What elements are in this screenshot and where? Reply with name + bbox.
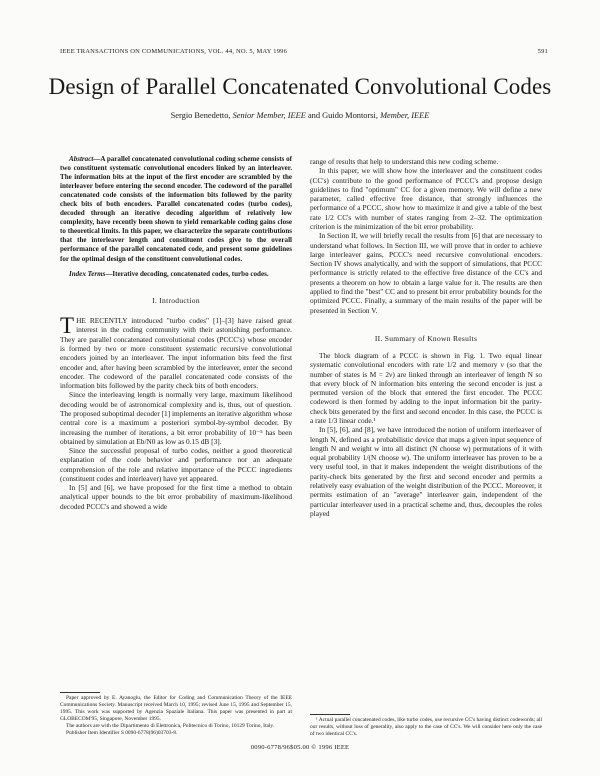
footnote-right [310,717,542,738]
author-2-role: Member, IEEE [380,111,430,120]
abstract-text: A parallel concatenated convolutional coding scheme consists of two constituent systematic convolutional encoders linked by an interleaver. The information bits at the input of the first encoder are scrambled by the interleaver before entering the second encoder. The codeword of the parallel concatenated code consists of the information bits followed by the parity check bits of both encoders. Parallel concatenated codes (turbo codes), decoded through an iterative decoding algorithm of relatively low complexity, have recently been shown to yield remarkable coding gains close to theoretical limits. In this paper, we characterize the separate contributions that the interleaver length and constituent codes give to the overall performance of the parallel concatenated code, and present some guidelines for the optimal design of the constituent convolutional codes. [60,155,292,263]
journal-name: IEEE TRANSACTIONS ON COMMUNICATIONS, VOL. 44, NO. 5, MAY 1996 [60,48,288,55]
footnote-left-3: Publisher Item Identifier S 0090-6778(96)03703-8. [66,729,178,736]
author-1-role: Senior Member, IEEE [232,111,306,120]
footnote-rule-right [310,714,350,715]
left-column [60,155,292,511]
paper-title: Design of Parallel Concatenated Convolutional Codes [48,74,552,99]
right-paragraph-1: range of results that help to understand this new coding scheme. [310,157,499,166]
copyright-line: 0090-6778/96$05.00 © 1996 IEEE [250,744,350,751]
author-line [0,111,600,120]
page-number: 591 [537,48,548,55]
index-terms-text: Iterative decoding, concatenated codes, turbo codes. [112,269,269,278]
drop-cap: T [60,313,75,339]
intro-paragraph-1-text: HE RECENTLY introduced "turbo codes" [1]–[3] have raised great interest in the coding community with their astonishing performance. They are parallel concatenated convolutional codes (PCCC's) whose encoder is formed by two or more constituent systematic recursive convolutional encoders joined by an interleaver. The input information bits feed the first encoder and, after having been scrambled by the interleaver, enter the second encoder. The codeword of the parallel concatenated code consists of the information bits followed by the parity check bits of both encoders. [60,316,292,391]
footnote-left-2: The authors are with the Dipartimento di Elettronica, Politecnico di Torino, 10129 Torino, Italy. [66,722,275,729]
intro-paragraph-4: In [5] and [6], we have proposed for the first time a method to obtain analytical upper bounds to the bit error probability of maximum-likelihood decoded PCCC's and showed a wide [60,483,292,511]
index-terms-label: Index Terms— [69,269,113,278]
right-paragraph-3: In Section II, we will briefly recall the results from [6] that are necessary to understand what follows. In Section III, we will prove that in order to achieve large interleaver gains, PCCC's need recursive convolutional encoders. Section IV shows analytically, and with the support of simulations, that PCCC performance is strictly related to the effective free distance of the CC's and presents a theorem on how to obtain a large value for it. The results are then applied to find the "best" CC and to present bit error probability bounds for the optimized PCCC. Finally, a summary of the main results of the paper will be presented in Section V. [310,231,542,315]
footnote-right-1: ¹ Actual parallel concatenated codes, like turbo codes, use recursive CC's having distinct codewords; all our results, without loss of generality, also apply to the case of CC's. We will consider here only the case of two identical CC's. [310,717,542,737]
author-2-name: Guido Montorsi, [322,111,378,120]
abstract-label: Abstract— [69,155,101,163]
footnote-left [60,695,292,737]
footnote-left-1: Paper approved by E. Ayanoglu, the Editor for Coding and Communication Theory of the IEEE Communications Society. Manuscript received March 10, 1995; revised June 15, 1995 and September 15, 1995. This work was supported by Agenzia Spaziale Italiana. This paper was presented in part at GLOBECOM'95, Singapore, November 1995. [60,695,292,722]
section-1-heading: I. Introduction [152,295,200,305]
section-2-heading: II. Summary of Known Results [374,333,478,343]
section-2-paragraph-1: The block diagram of a PCCC is shown in Fig. 1. Two equal linear systematic convolutional encoders with rate 1/2 and memory ν (so that the number of states is M = 2ν) are linked through an interleaver of length N so that every block of N information bits entering the second encoder is just a permuted version of the block that entered the first encoder. The PCCC codeword is then formed by adding to the input information bit the parity-check bits generated by the first and second encoder. In this case, the PCCC is a rate 1/3 linear code.¹ [310,351,542,426]
right-column [310,157,542,518]
section-2-paragraph-2: In [5], [6], and [8], we have introduced the notion of uniform interleaver of length N, defined as a probabilistic device that maps a given input sequence of length N and weight w into all distinct (N choose w) permutations of it with equal probability 1/(N choose w). The uniform interleaver has proven to be a very useful tool, in that it makes independent the weight distributions of the parity-check bits generated by the first and second encoder and permits a relatively easy evaluation of the weight distribution of the PCCC. Moreover, it permits estimation of an "average" interleaver gain, independent of the particular interleaver used in a practical scheme and, thus, decouples the roles played [310,425,542,518]
footnote-rule-left [60,692,100,693]
right-paragraph-2: In this paper, we will show how the interleaver and the constituent codes (CC's) contribute to the good performance of PCCC's and propose design guidelines to find "optimum" CC for a given memory. We will define a new parameter, called effective free distance, that strongly influences the performance of a PCCC, show how to maximize it and give a table of the best rate 1/2 CC's with number of states ranging from 2–32. The optimization criterion is the minimization of the bit error probability. [310,166,542,231]
index-terms [60,270,292,279]
abstract [60,155,292,264]
intro-paragraph-1 [60,313,292,391]
intro-paragraph-2: Since the interleaving length is normally very large, maximum likelihood decoding would be of astronomical complexity and is, thus, out of question. The proposed suboptimal decoder [1] implements an iterative algorithm whose central core is a maximum a posteriori symbol-by-symbol decoder. By increasing the number of iterations, a bit error probability of 10⁻⁵ has been obtained by simulation at Eb/N0 as low as 0.15 dB [3]. [60,390,292,446]
author-1-name: Sergio Benedetto, [170,111,231,120]
intro-paragraph-3: Since the successful proposal of turbo codes, neither a good theoretical explanation of the code behavior and performance nor an adequate comprehension of the role and relative importance of the PCCC ingredients (constituent codes and interleaver) have yet appeared. [60,446,292,483]
author-conjunction: and [307,111,321,120]
